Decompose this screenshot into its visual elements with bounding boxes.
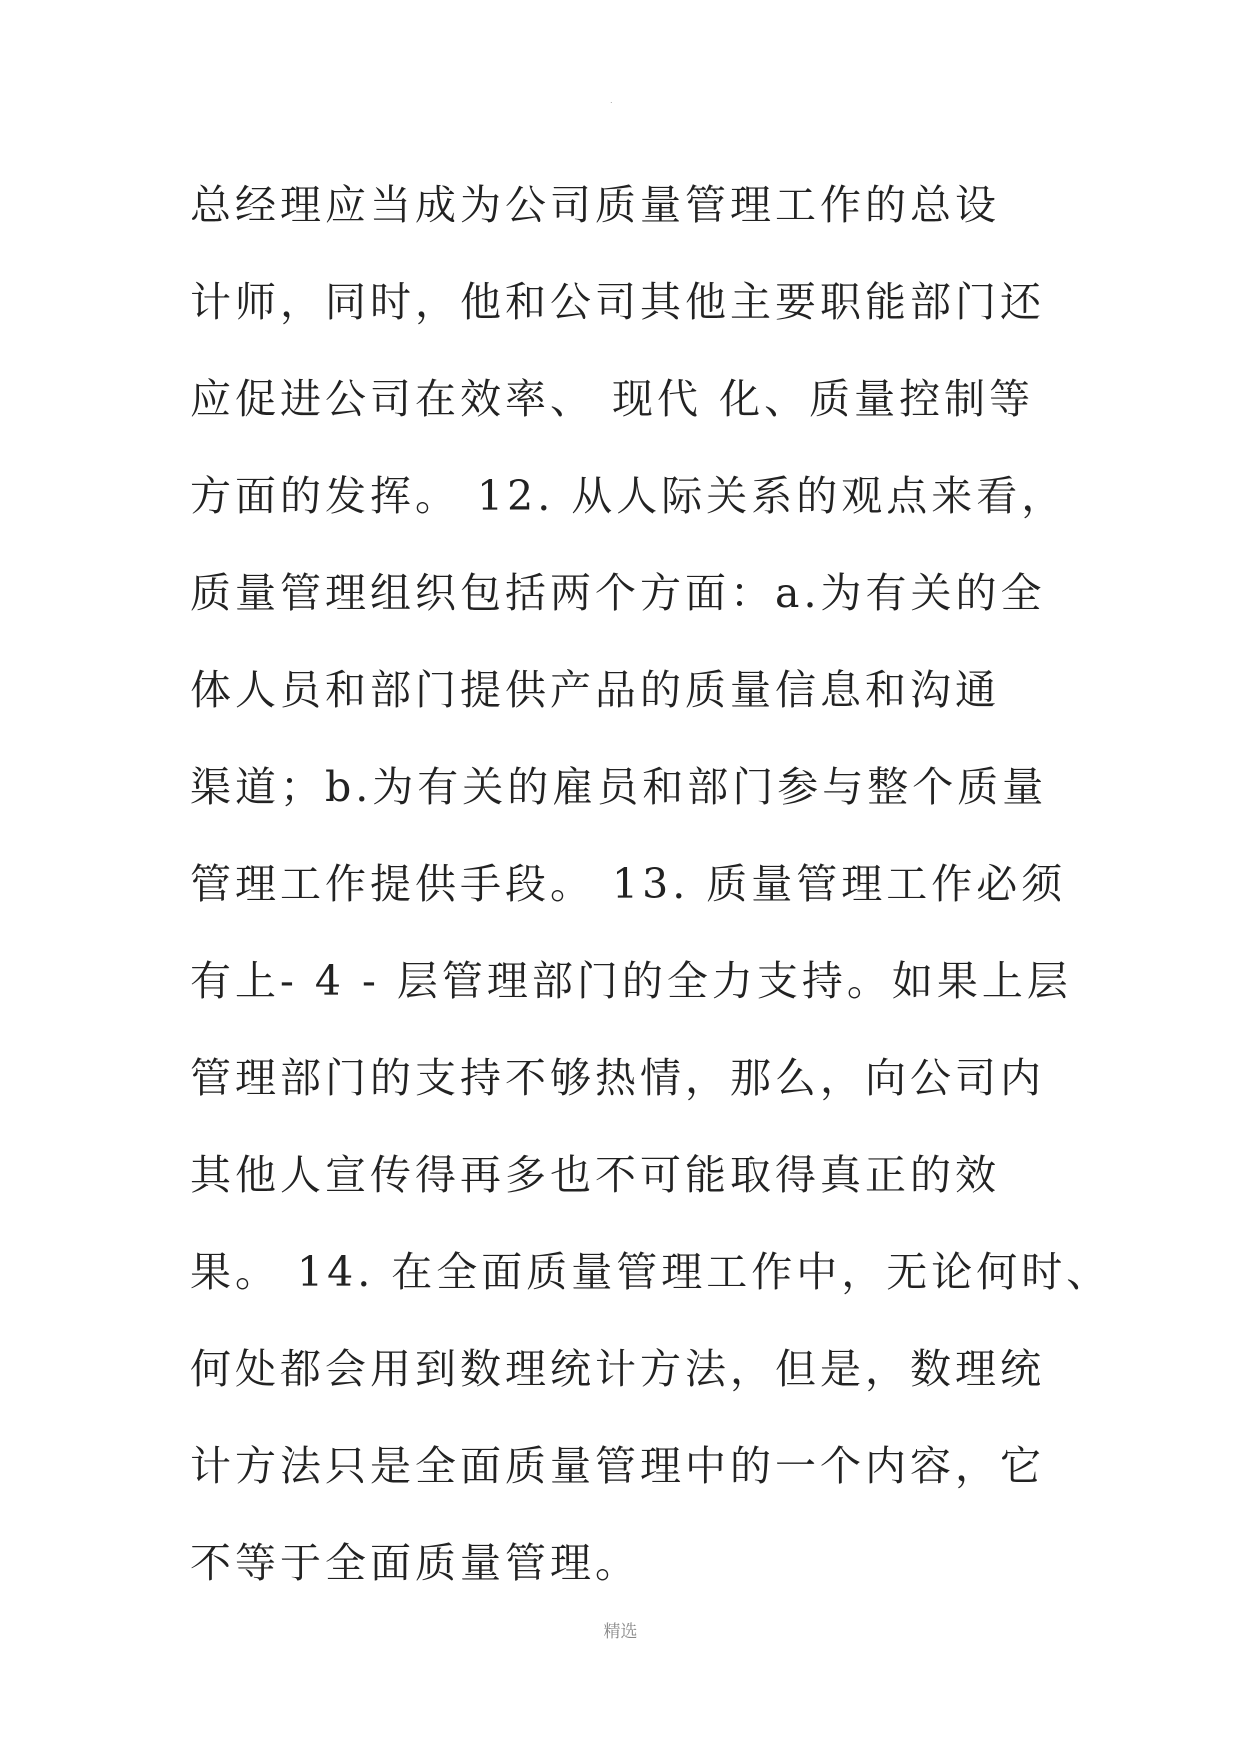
text-line: 不等于全面质量管理。: [190, 1539, 640, 1587]
text-line: 果。 14. 在全面质量管理工作中，无论何时、: [190, 1248, 1112, 1296]
text-line: 总经理应当成为公司质量管理工作的总设: [190, 181, 1000, 229]
text-line: 有上- 4 - 层管理部门的全力支持。如果上层: [190, 957, 1072, 1005]
text-line: 计方法只是全面质量管理中的一个内容，它: [190, 1442, 1045, 1490]
body-text: [190, 168, 1112, 1623]
text-line: 方面的发挥。 12. 从人际关系的观点来看，: [190, 472, 1067, 520]
text-line: 质量管理组织包括两个方面：a.为有关的全: [190, 569, 1046, 617]
text-line: 管理部门的支持不够热情，那么，向公司内: [190, 1054, 1045, 1102]
text-line: 计师，同时，他和公司其他主要职能部门还: [190, 278, 1045, 326]
header-mark: .: [610, 96, 613, 105]
text-line: 渠道；b.为有关的雇员和部门参与整个质量: [190, 763, 1048, 811]
text-line: 何处都会用到数理统计方法，但是，数理统: [190, 1345, 1045, 1393]
text-line: 体人员和部门提供产品的质量信息和沟通: [190, 666, 1000, 714]
text-line: 应促进公司在效率、 现代 化、质量控制等: [190, 375, 1035, 423]
text-line: 其他人宣传得再多也不可能取得真正的效: [190, 1151, 1000, 1199]
text-line: 管理工作提供手段。 13. 质量管理工作必须: [190, 860, 1067, 908]
footer-label: 精选: [603, 1622, 638, 1642]
